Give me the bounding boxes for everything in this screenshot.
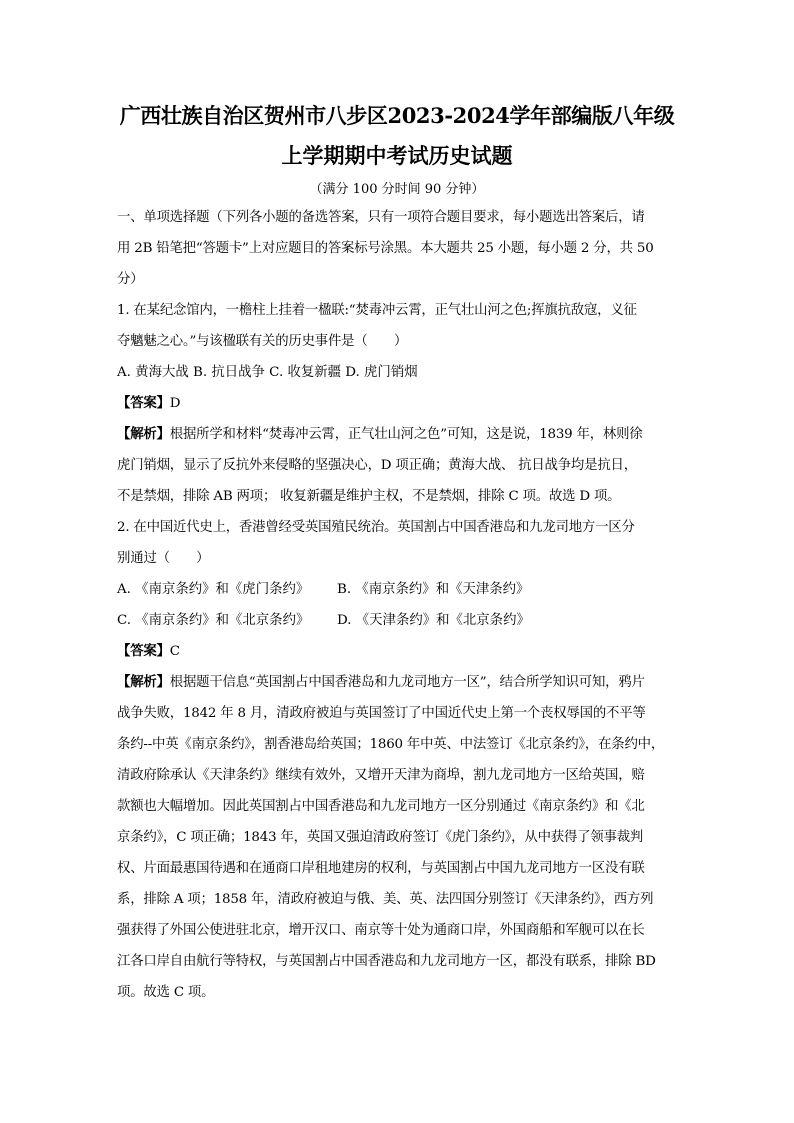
analysis-line [117, 419, 677, 450]
analysis-line: 权、片面最惠国待遇和在通商口岸租地建房的权利，与英国割占中国九龙司地方一区没有联 [117, 861, 645, 876]
question-options: A. 黄海大战 B. 抗日战争 C. 收复新疆 D. 虎门销烟 [117, 365, 418, 380]
section-instructions [117, 202, 677, 295]
analysis-line: 战争失败，1842 年 8 月，清政府被迫与英国签订了中国近代史上第一个丧权辱国的不平等 [117, 706, 646, 721]
exam-score-time: （满分 100 分时间 90 分钟） [309, 182, 485, 197]
section-intro-line: 分） [117, 272, 144, 287]
question-stem-line: 别通过（ ） [117, 551, 210, 566]
question-stem-line: 夺魑魅之心。”与该楹联有关的历史事件是（ ） [117, 334, 408, 349]
analysis-line: 江各口岸自由航行等特权，与英国割占中国香港岛和九龙司地方一区，都没有联系，排除 BD [117, 954, 656, 969]
answer-label: 【答案】 [117, 395, 170, 411]
analysis-line [117, 667, 677, 698]
option-d: D. 《天津条约》和《北京条约》 [337, 613, 530, 628]
analysis-line: 项。故选 C 项。 [117, 985, 215, 1000]
answer-label: 【答案】 [117, 643, 170, 659]
analysis-line: 虎门销烟，显示了反抗外来侵略的坚强决心，D 项正确；黄海大战、 抗日战争均是抗日， [117, 458, 637, 473]
analysis-line: 清政府除承认《天津条约》继续有效外，又增开天津为商埠，割九龙司地方一区给英国，赔 [117, 768, 645, 783]
exam-page [117, 96, 677, 1008]
question-2 [117, 512, 677, 1008]
analysis-line: 强获得了外国公使进驻北京，增开汉口、南京等十处为通商口岸，外国商船和军舰可以在长 [117, 923, 645, 938]
analysis-line: 系，排除 A 项；1858 年，清政府被迫与俄、美、英、法四国分别签订《天津条约》，西方列 [117, 892, 654, 907]
question-options-row [117, 605, 677, 636]
question-stem-line: 1. 在某纪念馆内，一檐柱上挂着一楹联:“焚毒冲云霄，正气壮山河之色;挥旗抗敌寇，义征 [117, 303, 637, 318]
analysis-label: 【解析】 [117, 674, 170, 690]
option-a: A. 《南京条约》和《虎门条约》 [117, 582, 310, 597]
analysis-label: 【解析】 [117, 426, 170, 442]
exam-title-line2: 上学期期中考试历史试题 [281, 143, 513, 168]
question-stem-line: 2. 在中国近代史上，香港曾经受英国殖民统治。英国割占中国香港岛和九龙司地方一区分 [117, 520, 635, 535]
analysis-line: 条约--中英《南京条约》，割香港岛给英国；1860 年中英、中法签订《北京条约》，在条约中， [117, 737, 665, 752]
exam-title-line1: 广西壮族自治区贺州市八步区2023-2024学年部编版八年级 [119, 103, 675, 128]
analysis-line: 京条约》，C 项正确；1843 年，英国又强迫清政府签订《虎门条约》，从中获得了领事裁判 [117, 830, 644, 845]
analysis-text: 根据题干信息“英国割占中国香港岛和九龙司地方一区”，结合所学知识可知，鸦片 [169, 675, 645, 690]
analysis-text: 根据所学和材料“焚毒冲云霄，正气壮山河之色”可知，这是说，1839 年，林则徐 [169, 427, 643, 442]
section-intro-line: 用 2B 铅笔把“答题卡”上对应题目的答案标号涂黑。本大题共 25 小题，每小题 2 分，共 50 [117, 241, 654, 256]
question-options-row [117, 574, 677, 605]
answer-value: C [169, 644, 180, 659]
question-1 [117, 295, 677, 512]
answer-line [117, 388, 677, 419]
option-c: C. 《南京条约》和《北京条约》 [117, 613, 310, 628]
option-b: B. 《南京条约》和《天津条约》 [337, 582, 530, 597]
answer-value: D [169, 396, 181, 411]
section-intro-line: 一、单项选择题（下列各小题的备选答案，只有一项符合题目要求，每小题选出答案后，请 [117, 210, 645, 225]
analysis-line: 不是禁烟，排除 AB 两项； 收复新疆是维护主权，不是禁烟，排除 C 项。故选 D 项。 [117, 489, 621, 504]
analysis-line: 款额也大幅增加。因此英国割占中国香港岛和九龙司地方一区分别通过《南京条约》和《北 [117, 799, 645, 814]
answer-line [117, 636, 677, 667]
